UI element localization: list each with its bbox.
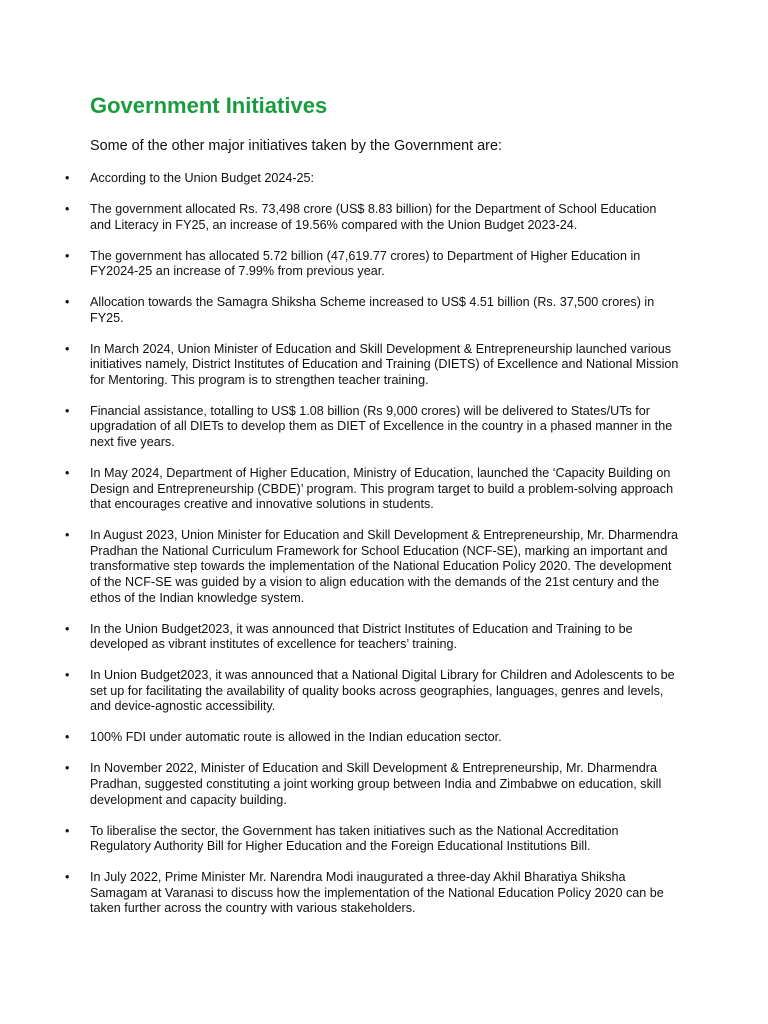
list-item-text: In the Union Budget2023, it was announced that District Institutes of Education and Training to be developed as vibrant institutes of excellence for teachers’ training.	[90, 621, 633, 652]
list-item	[0, 342, 768, 389]
list-item	[0, 404, 768, 451]
bullet-icon: •	[65, 341, 70, 356]
list-item-text: Allocation towards the Samagra Shiksha Scheme increased to US$ 4.51 billion (Rs. 37,500 crores) in FY25.	[90, 295, 655, 325]
bullet-icon: •	[65, 248, 70, 263]
bullet-icon: •	[65, 528, 70, 543]
list-item-text: In November 2022, Minister of Education and Skill Development & Entrepreneurship, Mr. Dharmendra Pradhan, suggested constituting a joint working group between India and Zimbabwe on education, skill development and capacity building.	[90, 761, 662, 807]
list-item-text: The government allocated Rs. 73,498 crore (US$ 8.83 billion) for the Department of School Education and Literacy in FY25, an increase of 19.56% compared with the Union Budget 2023-24.	[90, 201, 657, 232]
bullet-icon: •	[65, 295, 70, 310]
list-item-text: According to the Union Budget 2024-25:	[90, 171, 315, 185]
bullet-icon: •	[65, 870, 70, 885]
list-item-text: In July 2022, Prime Minister Mr. Narendra Modi inaugurated a three-day Akhil Bharatiya Shiksha Samagam at Varanasi to discuss how the implementation of the National Education Policy 2020 can be taken further across the country with various stakeholders.	[90, 870, 664, 916]
list-item-text: In Union Budget2023, it was announced that a National Digital Library for Children and Adolescents to be set up for facilitating the availability of quality books across geographies, languages, genres and levels, and device-agnostic accessibility.	[90, 668, 675, 714]
bullet-icon: •	[65, 823, 70, 838]
bullet-icon: •	[65, 201, 70, 216]
list-item	[0, 249, 768, 280]
list-item	[0, 171, 768, 187]
bullet-icon: •	[65, 668, 70, 683]
list-item	[0, 202, 768, 233]
bullet-icon: •	[65, 403, 70, 418]
list-item	[0, 528, 768, 606]
list-item	[0, 730, 768, 746]
list-item	[0, 668, 768, 715]
list-item-text: In May 2024, Department of Higher Education, Ministry of Education, launched the ‘Capacity Building on Design and Entrepreneurship (CBDE)’ program. This program target to build a problem-solving approach that encourages creative and innovative solutions in students.	[90, 466, 674, 512]
list-item	[0, 622, 768, 653]
list-item-text: Financial assistance, totalling to US$ 1.08 billion (Rs 9,000 crores) will be delivered to States/UTs for upgradation of all DIETs to develop them as DIET of Excellence in the country in a phased manner in the next five years.	[90, 403, 673, 450]
bullet-icon: •	[65, 621, 70, 636]
list-item-text: To liberalise the sector, the Government has taken initiatives such as the National Accreditation Regulatory Authority Bill for Higher Education and the Foreign Educational Institutions Bill.	[90, 823, 619, 854]
bullet-icon: •	[65, 171, 70, 185]
list-item-text: 100% FDI under automatic route is allowed in the Indian education sector.	[90, 730, 502, 745]
bullet-icon: •	[65, 730, 70, 745]
page-title: Government Initiatives	[90, 93, 328, 118]
list-item-text: In August 2023, Union Minister for Education and Skill Development & Entrepreneurship, Mr. Dharmendra Pradhan the National Curriculum Framework for School Education (NCF-SE), marking an important and transformative step towards the implementation of the National Education Policy 2020. The development of the NCF-SE was guided by a vision to align education with the demands of the 21st century and the ethos of the Indian knowledge system.	[90, 528, 679, 605]
list-item-text: The government has allocated 5.72 billion (47,619.77 crores) to Department of Higher Education in FY2024-25 an increase of 7.99% from previous year.	[90, 248, 641, 279]
bullet-icon: •	[65, 466, 70, 481]
list-item	[0, 295, 768, 326]
bullet-icon: •	[65, 761, 70, 776]
list-item	[0, 761, 768, 808]
intro-text: Some of the other major initiatives taken by the Government are:	[90, 138, 502, 154]
list-item	[0, 466, 768, 513]
list-item	[0, 870, 768, 917]
initiatives-list	[0, 171, 768, 932]
list-item-text: In March 2024, Union Minister of Education and Skill Development & Entrepreneurship launched various initiatives namely, District Institutes of Education and Training (DIETS) of Excellence and National Mission for Mentoring. This program is to strengthen teacher training.	[90, 341, 679, 387]
list-item	[0, 824, 768, 855]
